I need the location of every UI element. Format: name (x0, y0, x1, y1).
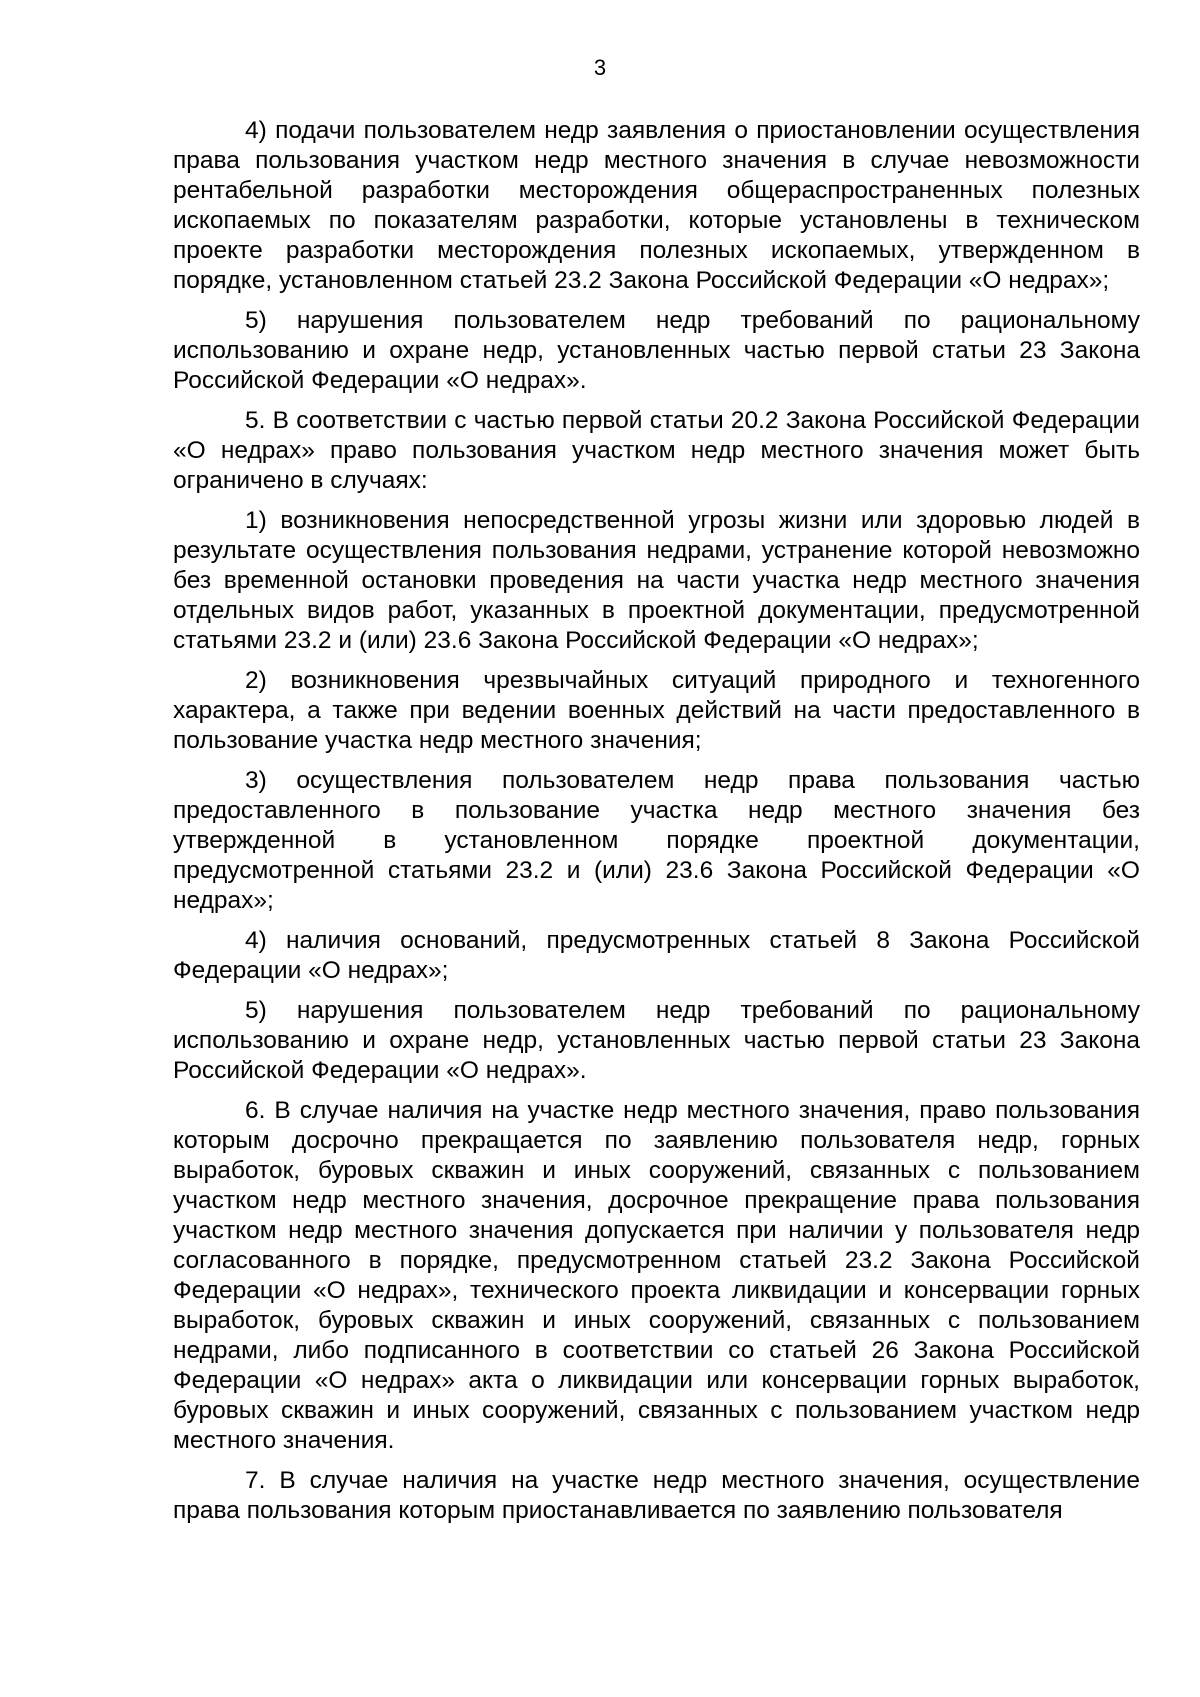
paragraph-restriction-item-4: 4) наличия оснований, предусмотренных статьей 8 Закона Российской Федерации «О недрах»; (173, 927, 1140, 984)
paragraph-section-6-termination: 6. В случае наличия на участке недр местного значения, право пользования которым досрочно прекращается по заявлению пользователя недр, горных выработок, буровых скважин и иных сооружений, связанных с пользованием участком недр местного значения, досрочное прекращение права пользования участком недр местного значения допускается при наличии у пользователя недр согласованного в порядке, предусмотренном статьей 23.2 Закона Российской Федерации «О недрах», технического проекта ликвидации и консервации горных выработок, буровых скважин и иных сооружений, связанных с пользованием недрами, либо подписанного в соответствии со статьей 26 Закона Российской Федерации «О недрах» акта о ликвидации или консервации горных выработок, буровых скважин и иных сооружений, связанных с пользованием участком недр местного значения. (173, 1097, 1140, 1454)
paragraph-subitem-4-suspension-application: 4) подачи пользователем недр заявления о приостановлении осуществления права пользования участком недр местного значения в случае невозможности рентабельной разработки месторождения общераспространенных полезных ископаемых по показателям разработки, которые установлены в техническом проекте разработки месторождения полезных ископаемых, утвержденном в порядке, установленном статьей 23.2 Закона Российской Федерации «О недрах»; (173, 117, 1140, 294)
document-body (173, 116, 1140, 1536)
paragraph-section-7-suspension: 7. В случае наличия на участке недр местного значения, осуществление права пользования которым приостанавливается по заявлению пользователя (173, 1467, 1140, 1524)
paragraph-restriction-item-2: 2) возникновения чрезвычайных ситуаций природного и техногенного характера, а также при ведении военных действий на части предоставленного в пользование участка недр местного значения; (173, 667, 1140, 754)
paragraph-restriction-item-3: 3) осуществления пользователем недр права пользования частью предоставленного в пользование участка недр местного значения без утвержденной в установленном порядке проектной документации, предусмотренной статьями 23.2 и (или) 23.6 Закона Российской Федерации «О недрах»; (173, 767, 1140, 914)
paragraph-restriction-item-1: 1) возникновения непосредственной угрозы жизни или здоровью людей в результате осуществления пользования недрами, устранение которой невозможно без временной остановки проведения на части участка недр местного значения отдельных видов работ, указанных в проектной документации, предусмотренной статьями 23.2 и (или) 23.6 Закона Российской Федерации «О недрах»; (173, 507, 1140, 654)
page-number: 3 (593, 55, 607, 80)
paragraph-restriction-item-5: 5) нарушения пользователем недр требований по рациональному использованию и охране недр, установленных частью первой статьи 23 Закона Российской Федерации «О недрах». (173, 997, 1140, 1084)
paragraph-section-5-restriction: 5. В соответствии с частью первой статьи 20.2 Закона Российской Федерации «О недрах» право пользования участком недр местного значения может быть ограничено в случаях: (173, 407, 1140, 494)
paragraph-subitem-5-violation: 5) нарушения пользователем недр требований по рациональному использованию и охране недр, установленных частью первой статьи 23 Закона Российской Федерации «О недрах». (173, 307, 1140, 394)
